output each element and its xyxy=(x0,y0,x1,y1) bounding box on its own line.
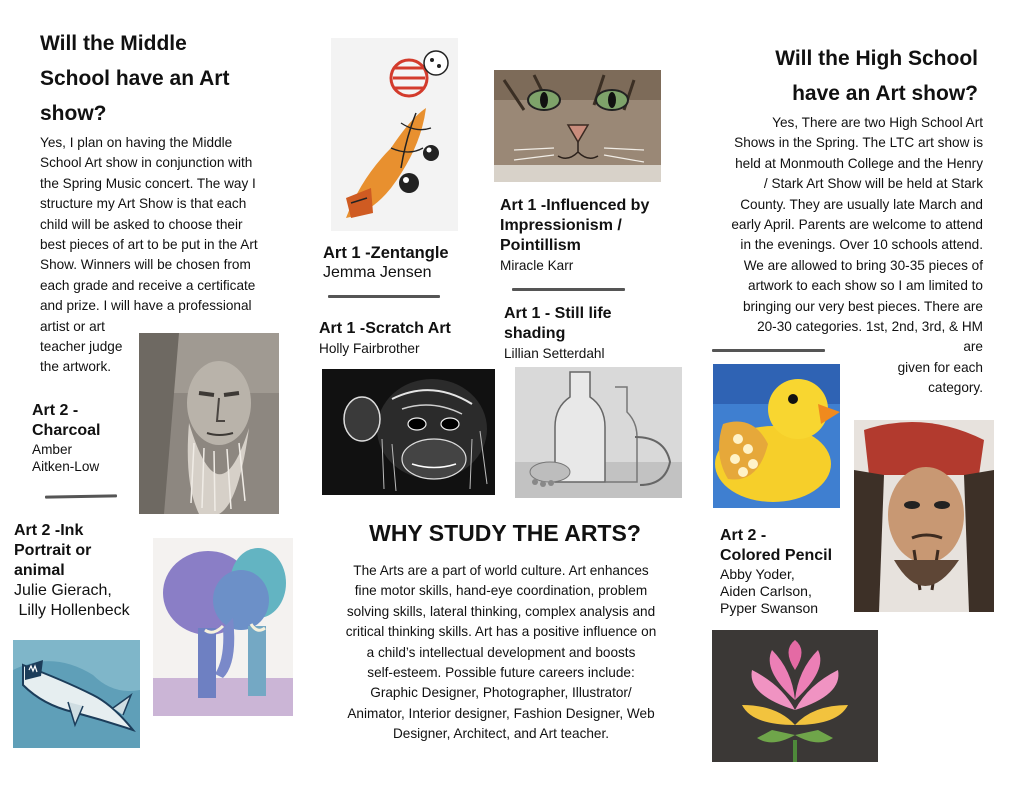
body-line: in the evenings. Over 10 schools attend. xyxy=(740,237,983,253)
body-line: Animator, Interior designer, Fashion Designer, Web xyxy=(347,705,655,721)
body-line: Show. Winners will be chosen from xyxy=(40,257,251,273)
cat-face-artwork xyxy=(494,70,661,182)
body-line: the artwork. xyxy=(40,359,112,375)
middle-school-heading xyxy=(40,26,300,131)
chimpanzee-scratch-artwork xyxy=(322,369,495,495)
artist-name: Aitken-Low xyxy=(32,459,100,474)
caption-title: Colored Pencil xyxy=(720,547,833,564)
divider-rule xyxy=(45,494,117,498)
body-line: each grade and receive a certificate xyxy=(40,277,256,293)
heading-line: Will the High School xyxy=(775,47,978,70)
artist-name: Lilly Hollenbeck xyxy=(14,602,130,619)
body-line: Designer, Architect, and Art teacher. xyxy=(392,726,610,742)
scratch-art-caption xyxy=(319,319,479,357)
zentangle-fox-artwork xyxy=(331,38,458,231)
artist-name: Julie Gierach, xyxy=(14,582,112,599)
elephant-watercolor-artwork xyxy=(153,538,293,716)
heading-line: have an Art show? xyxy=(792,82,978,105)
body-line: structure my Art Show is that each xyxy=(40,196,247,212)
heading-line: School have an Art xyxy=(40,67,230,90)
body-line: child will be asked to choose their xyxy=(40,216,243,232)
caption-title: Pointillism xyxy=(500,237,581,254)
body-line: fine motor skills, hand-eye coordination, problem xyxy=(354,583,648,599)
body-line: Shows in the Spring. The LTC art show is xyxy=(734,135,983,151)
caption-title: Art 1 -Zentangle xyxy=(323,244,449,262)
caption-title: Art 2 - xyxy=(720,527,767,544)
caption-title: Impressionism / xyxy=(500,217,622,234)
body-line: 20-30 categories. 1st, 2nd, 3rd, & HM xyxy=(757,319,983,335)
divider-rule xyxy=(328,295,440,298)
body-line: the Spring Music concert. The way I xyxy=(40,175,256,191)
caption-title: Portrait or xyxy=(14,542,92,559)
body-line: artwork to each show so I am limited to xyxy=(748,278,983,294)
body-line: self-esteem. Possible future careers include: xyxy=(367,665,635,681)
caption-title: Charcoal xyxy=(32,422,101,439)
body-line: solving skills, lateral thinking, complex analysis and xyxy=(346,603,656,619)
divider-rule xyxy=(512,288,625,291)
artist-name: Miracle Karr xyxy=(500,258,574,273)
body-line: Graphic Designer, Photographer, Illustrator/ xyxy=(370,685,632,701)
why-study-title: WHY STUDY THE ARTS? xyxy=(369,520,641,546)
artist-name: Holly Fairbrother xyxy=(319,341,420,356)
rubber-duck-artwork xyxy=(713,364,840,508)
zentangle-caption xyxy=(323,243,473,283)
body-line: County. They are usually late March and xyxy=(740,196,983,212)
body-line: School Art show in conjunction with xyxy=(40,155,253,171)
body-line: a child’s intellectual development and boosts xyxy=(366,644,636,660)
body-line: teacher judge xyxy=(40,339,123,355)
body-line: Yes, I plan on having the Middle xyxy=(40,135,233,150)
body-line: and prize. I will have a professional xyxy=(40,298,252,314)
body-line: critical thinking skills. Art has a positive influence on xyxy=(345,624,657,640)
charcoal-caption xyxy=(32,401,142,475)
bearded-man-charcoal-artwork xyxy=(139,333,279,514)
caption-title: Art 1 - Still life xyxy=(504,305,612,322)
body-line: The Arts are a part of world culture. Art enhances xyxy=(353,563,649,578)
artist-name: Abby Yoder, xyxy=(720,566,795,582)
caption-title: Art 2 - xyxy=(32,402,79,419)
still-life-caption xyxy=(504,304,674,362)
ink-caption xyxy=(14,521,154,621)
body-line: best pieces of art to be put in the Art xyxy=(40,237,258,253)
why-study-body xyxy=(320,561,682,745)
high-school-heading xyxy=(720,41,978,111)
artist-name: Lillian Setterdahl xyxy=(504,346,605,361)
shark-ink-artwork xyxy=(13,640,140,748)
body-line: / Stark Art Show will be held at Stark xyxy=(763,176,983,192)
body-line: bringing our very best pieces. There are xyxy=(742,298,983,314)
caption-title: Art 2 -Ink xyxy=(14,522,84,539)
caption-title: Art 1 -Scratch Art xyxy=(319,320,451,337)
divider-rule xyxy=(712,349,825,352)
body-line: We are allowed to bring 30-35 pieces of xyxy=(743,257,983,273)
caption-title: Art 1 -Influenced by xyxy=(500,197,650,214)
body-line: given for each xyxy=(897,359,983,375)
body-line: held at Monmouth College and the Henry xyxy=(735,155,983,171)
lotus-flower-artwork xyxy=(712,630,878,762)
artist-name: Jemma Jensen xyxy=(323,264,432,281)
colored-pencil-caption xyxy=(720,526,860,617)
pirate-portrait-artwork xyxy=(854,420,994,612)
high-school-body xyxy=(705,113,983,399)
body-line: early April. Parents are welcome to attend xyxy=(731,217,983,233)
still-life-bottles-artwork xyxy=(515,367,682,498)
impressionism-caption xyxy=(500,196,690,274)
caption-title: shading xyxy=(504,325,566,342)
heading-line: show? xyxy=(40,102,107,125)
heading-line: Will the Middle xyxy=(40,32,187,55)
body-line: category. xyxy=(928,380,983,396)
body-line: artist or art xyxy=(40,318,105,334)
artist-name: Aiden Carlson, xyxy=(720,583,812,599)
artist-name: Amber xyxy=(32,442,73,457)
artist-name: Pyper Swanson xyxy=(720,600,819,616)
body-line: are xyxy=(963,339,983,355)
body-line: Yes, There are two High School Art xyxy=(772,115,983,130)
caption-title: animal xyxy=(14,562,65,579)
